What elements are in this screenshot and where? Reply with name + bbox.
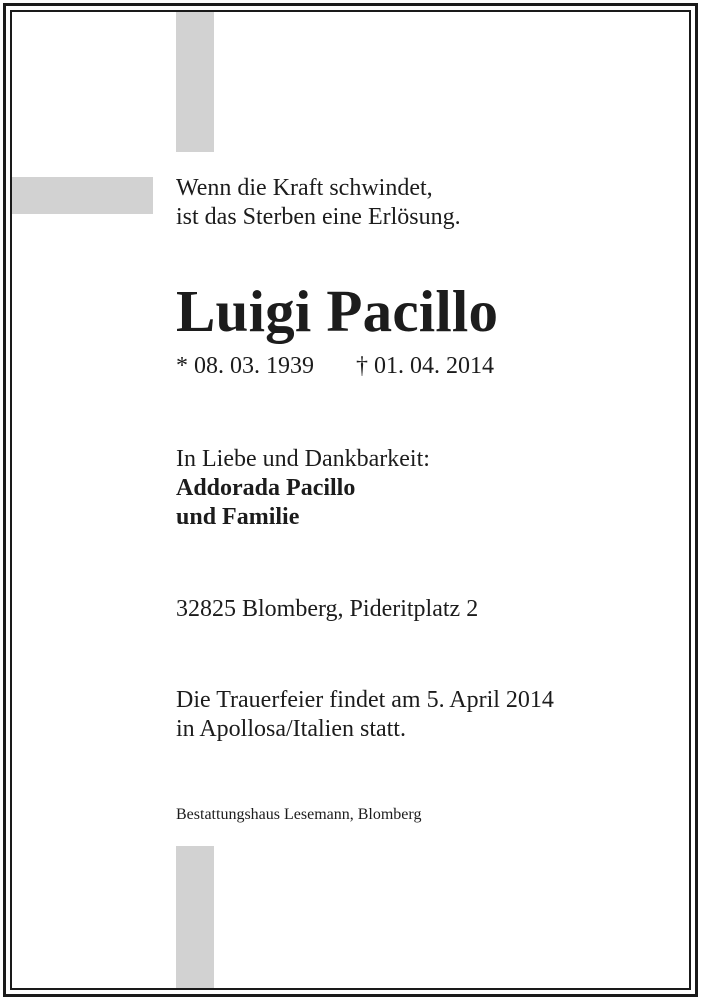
mourners-block [176, 445, 430, 532]
life-dates [176, 352, 494, 380]
mourner-name: Addorada Pacillo [176, 475, 356, 501]
mourner-family: und Familie [176, 504, 300, 530]
birth-date: * 08. 03. 1939 [176, 353, 314, 379]
cross-horizontal-left [12, 177, 153, 214]
death-date: † 01. 04. 2014 [356, 353, 494, 379]
undertaker-credit: Bestattungshaus Lesemann, Blomberg [176, 806, 422, 823]
funeral-line-1: Die Trauerfeier findet am 5. April 2014 [176, 687, 554, 713]
funeral-line-2: in Apollosa/Italien statt. [176, 716, 406, 742]
mourner-address: 32825 Blomberg, Pideritplatz 2 [176, 596, 479, 622]
verse-line-2: ist das Sterben eine Erlösung. [176, 204, 461, 230]
memorial-verse [176, 174, 461, 232]
cross-vertical-bottom [176, 846, 214, 988]
funeral-notice [176, 686, 554, 744]
cross-vertical-top [176, 12, 214, 152]
mourners-intro: In Liebe und Dankbarkeit: [176, 446, 430, 472]
verse-line-1: Wenn die Kraft schwindet, [176, 175, 433, 201]
deceased-name: Luigi Pacillo [176, 278, 499, 344]
